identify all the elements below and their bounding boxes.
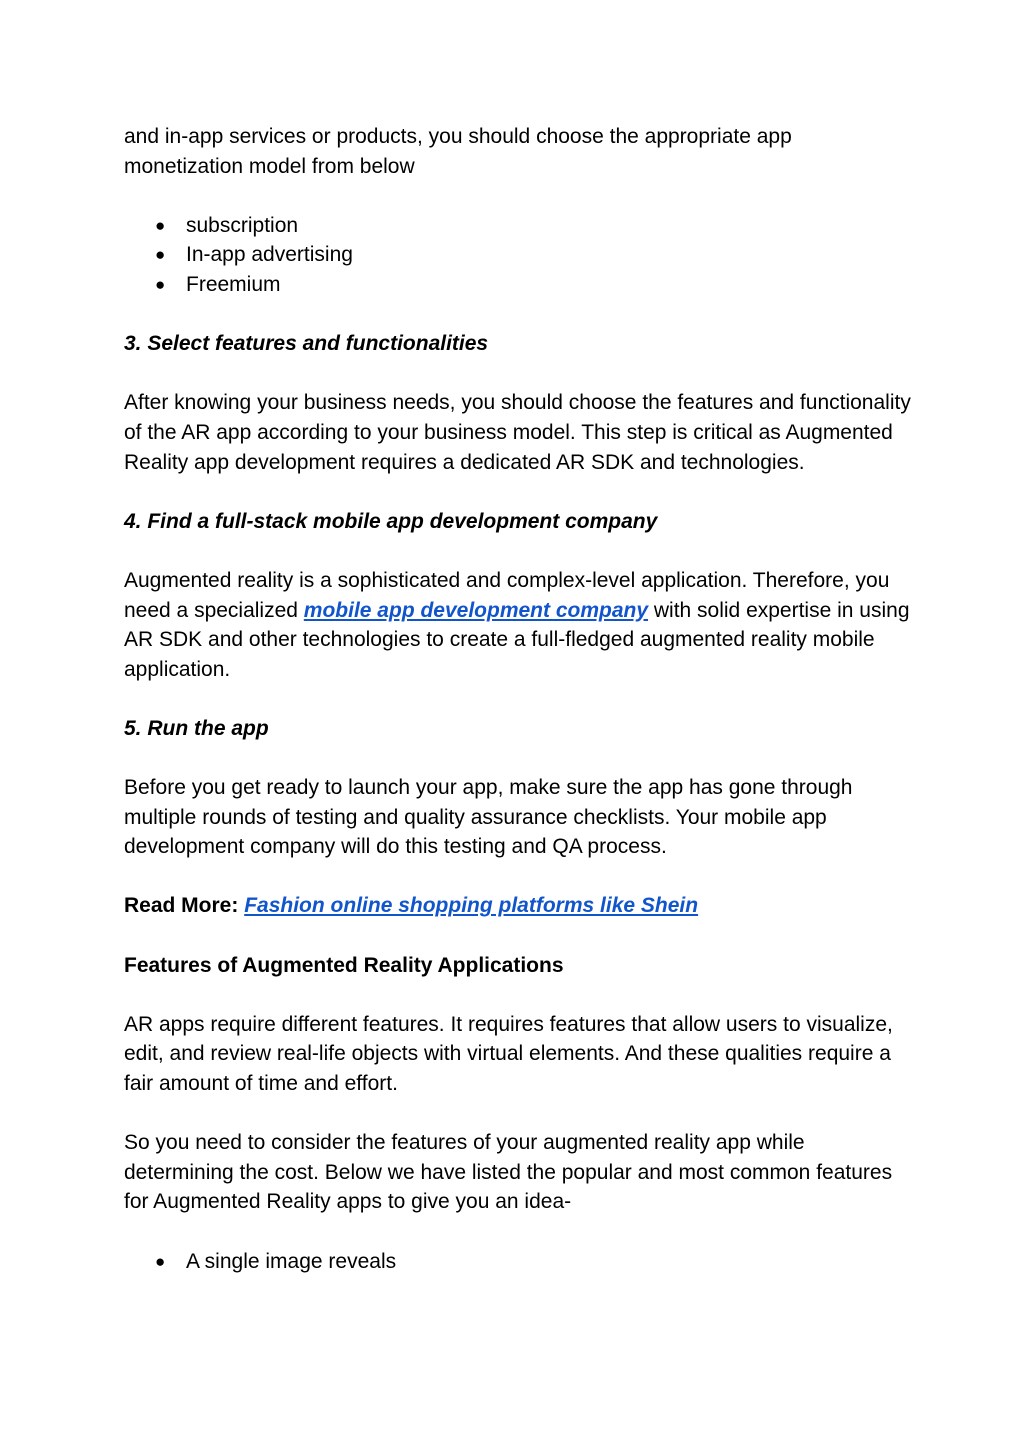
- step4-paragraph: [124, 566, 914, 684]
- list-item: ● subscription: [124, 211, 914, 241]
- step4-heading: 4. Find a full-stack mobile app development company: [124, 509, 658, 533]
- step4-text-before: Augmented reality is a sophisticated and complex-level application. Therefore, you need a specialized: [124, 568, 890, 622]
- features-paragraph-1: AR apps require different features. It requires features that allow users to visualize, edit, and review real-life objects with virtual elements. And these qualities require a fair amount of time and effort.: [124, 1012, 893, 1095]
- step3-heading: 3. Select features and functionalities: [124, 332, 489, 356]
- monetization-list: [124, 211, 914, 300]
- features-list: [124, 1247, 914, 1277]
- step3-paragraph: After knowing your business needs, you should choose the features and functionality of the AR app according to your business model. This step is critical as Augmented Reality app development requires a dedicated AR SDK and technologies.: [124, 391, 911, 474]
- intro-paragraph: and in-app services or products, you should choose the appropriate app monetization model from below: [124, 125, 792, 178]
- list-item: ● A single image reveals: [124, 1247, 914, 1277]
- read-more-link[interactable]: Fashion online shopping platforms like Shein: [244, 894, 699, 918]
- document-page: [124, 122, 914, 1306]
- mobile-app-development-link[interactable]: mobile app development company: [303, 598, 649, 622]
- step4-text-after: with solid expertise in using AR SDK and other technologies to create a full-fledged augmented reality mobile application.: [124, 598, 910, 681]
- features-heading: Features of Augmented Reality Applications: [124, 953, 564, 977]
- features-paragraph-2: So you need to consider the features of your augmented reality app while determining the cost. Below we have listed the popular and most common features for Augmented Reality apps to give you an idea-: [124, 1131, 893, 1214]
- read-more-label: Read More:: [124, 894, 239, 918]
- list-item: ● Freemium: [124, 270, 914, 300]
- list-item: ● In-app advertising: [124, 240, 914, 270]
- read-more-line: [124, 891, 914, 921]
- step5-paragraph: Before you get ready to launch your app, make sure the app has gone through multiple rounds of testing and quality assurance checklists. Your mobile app development company will do this testing and QA process.: [124, 776, 853, 859]
- step5-heading: 5. Run the app: [124, 716, 269, 740]
